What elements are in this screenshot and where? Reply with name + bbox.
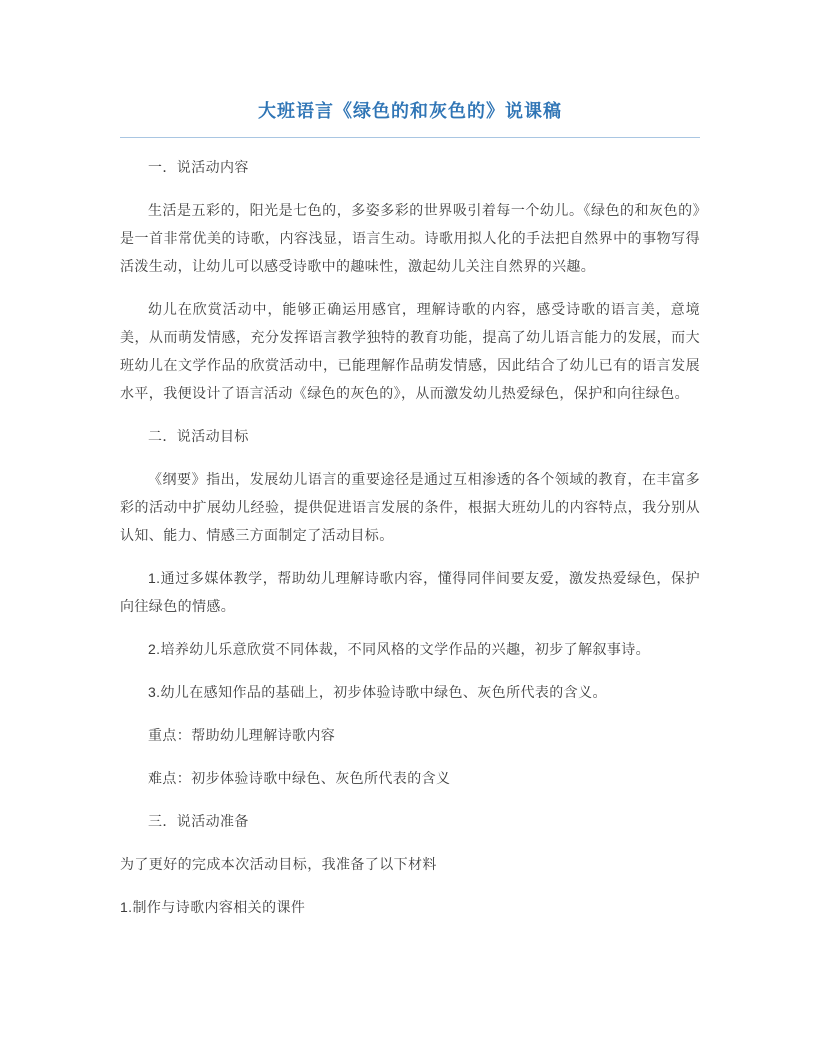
difficult-point: 难点：初步体验诗歌中绿色、灰色所代表的含义 — [148, 770, 451, 786]
section-heading-1: 一．说活动内容 — [148, 159, 249, 175]
key-point: 重点：帮助幼儿理解诗歌内容 — [148, 727, 336, 743]
paragraph: 生活是五彩的，阳光是七色的，多姿多彩的世界吸引着每一个幼儿。《绿色的和灰色的》是一首非常优美的诗歌，内容浅显，语言生动。诗歌用拟人化的手法把自然界中的事物写得活泼生动，让幼儿可以感受诗歌中的趣味性，激起幼儿关注自然界的兴趣。 — [120, 202, 700, 274]
paragraph: 幼儿在欣赏活动中，能够正确运用感官，理解诗歌的内容，感受诗歌的语言美，意境美，从而萌发情感，充分发挥语言教学独特的教育功能，提高了幼儿语言能力的发展，而大班幼儿在文学作品的欣赏活动中，已能理解作品萌发情感，因此结合了幼儿已有的语言发展水平，我便设计了语言活动《绿色的灰色的》，从而激发幼儿热爱绿色，保护和向往绿色。 — [120, 301, 700, 401]
document-title: 大班语言《绿色的和灰色的》说课稿 — [120, 98, 700, 138]
section-heading-2: 二．说活动目标 — [148, 428, 249, 444]
document-body — [120, 153, 700, 921]
list-item-1: 1.通过多媒体教学，帮助幼儿理解诗歌内容，懂得同伴间要友爱，激发热爱绿色，保护向往绿色的情感。 — [120, 570, 700, 614]
list-item-2: 2.培养幼儿乐意欣赏不同体裁，不同风格的文学作品的兴趣，初步了解叙事诗。 — [148, 641, 651, 657]
section-heading-3: 三．说活动准备 — [148, 813, 249, 829]
paragraph: 为了更好的完成本次活动目标，我准备了以下材料 — [120, 856, 437, 872]
list-item-3: 3.幼儿在感知作品的基础上，初步体验诗歌中绿色、灰色所代表的含义。 — [148, 684, 607, 700]
list-item-materials-1: 1.制作与诗歌内容相关的课件 — [120, 899, 306, 915]
paragraph: 《纲要》指出，发展幼儿语言的重要途径是通过互相渗透的各个领域的教育，在丰富多彩的活动中扩展幼儿经验，提供促进语言发展的条件，根据大班幼儿的内容特点，我分别从认知、能力、情感三方面制定了活动目标。 — [120, 471, 700, 543]
